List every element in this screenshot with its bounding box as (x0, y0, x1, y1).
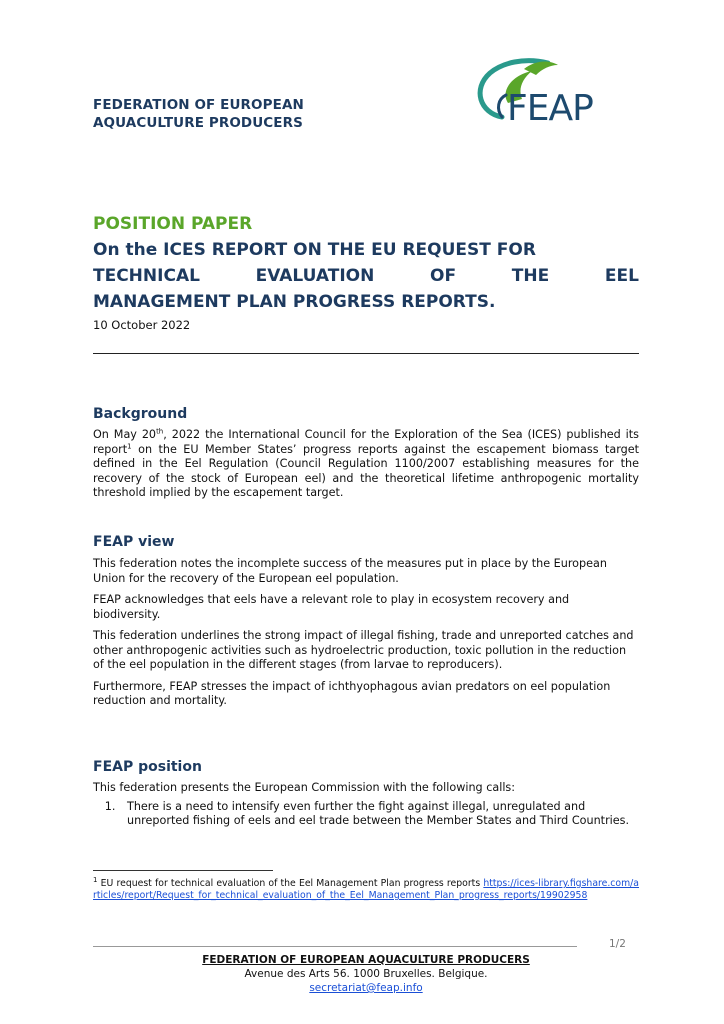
organization-name (93, 96, 304, 132)
feap-view-paragraph: This federation notes the incomplete success of the measures put in place by the European Union for the recovery of the European eel population. (93, 557, 607, 585)
title-divider (93, 353, 639, 354)
document-title (93, 237, 639, 315)
feap-position-section (93, 757, 639, 829)
footnote: $^1$ EU request for technical evaluation of the Eel Management Plan progress reports https://ices-library.figshare.com/articles/report/Request_for_technical_evaluation_of_the_Eel_Management_Plan_progress_reports/19902958 (93, 875, 639, 901)
footer-org: FEDERATION OF EUROPEAN AQUACULTURE PRODUCERS (202, 954, 530, 966)
list-item: 1. There is a need to intensify even further the fight against illegal, unregulated and unreported fishing of eels and eel trade between the Member States and Third Countries. (119, 800, 639, 829)
title-line-3: MANAGEMENT PLAN PROGRESS REPORTS. (93, 292, 496, 312)
feap-view-paragraph: This federation underlines the strong impact of illegal fishing, trade and unreported catches and other anthropogenic activities such as hydroelectric production, toxic pollution in the reduction of the eel population in the different stages (from larvae to reproducers). (93, 629, 634, 671)
footnote-divider (93, 870, 273, 871)
footnote-ref[interactable]: 1 (127, 441, 132, 450)
footer-divider (93, 946, 577, 947)
feap-position-intro: This federation presents the European Commission with the following calls: (93, 781, 516, 794)
background-heading: Background (93, 406, 188, 422)
footer-address: Avenue des Arts 56. 1000 Bruxelles. Belgique. (244, 968, 488, 980)
background-section (93, 404, 639, 501)
org-line-1: FEDERATION OF EUROPEAN (93, 97, 304, 113)
title-line-1: On the ICES REPORT ON THE EU REQUEST FOR (93, 240, 536, 260)
feap-view-section (93, 532, 639, 709)
title-block (93, 212, 639, 332)
background-paragraph: On May 20th, 2022 the International Council for the Exploration of the Sea (ICES) published its report$^1$ on the EU Member States’ progress reports against the escapement biomass target defined in the Eel Regulation (Council Regulation 1100/2007 establishing measures for the recovery of the stock of European eel) and the theoretical lifetime anthropogenic mortality threshold implied by the escapement target. (93, 427, 640, 499)
calls-list (93, 800, 639, 829)
feap-position-heading: FEAP position (93, 759, 202, 775)
logo-text: FEAP (507, 88, 593, 129)
footnote-link[interactable]: https://ices-library.figshare.com/articles/report/Request_for_technical_evaluation_of_the_Eel_Management_Plan_progress_reports/19902958 (93, 878, 639, 901)
page-footer (93, 953, 639, 995)
page-number: 1/2 (609, 938, 626, 950)
title-line-2: TECHNICAL EVALUATION OF THE EEL (93, 266, 639, 286)
feap-view-paragraph: Furthermore, FEAP stresses the impact of ichthyophagous avian predators on eel population reduction and mortality. (93, 679, 611, 707)
footer-email-link[interactable]: secretariat@feap.info (309, 982, 423, 994)
feap-view-heading: FEAP view (93, 534, 175, 550)
document-type-label: POSITION PAPER (93, 214, 253, 234)
feap-logo (462, 55, 612, 135)
document-date: 10 October 2022 (93, 318, 191, 332)
feap-view-paragraph: FEAP acknowledges that eels have a relevant role to play in ecosystem recovery and biodiversity. (93, 593, 570, 621)
org-line-2: AQUACULTURE PRODUCERS (93, 115, 303, 131)
